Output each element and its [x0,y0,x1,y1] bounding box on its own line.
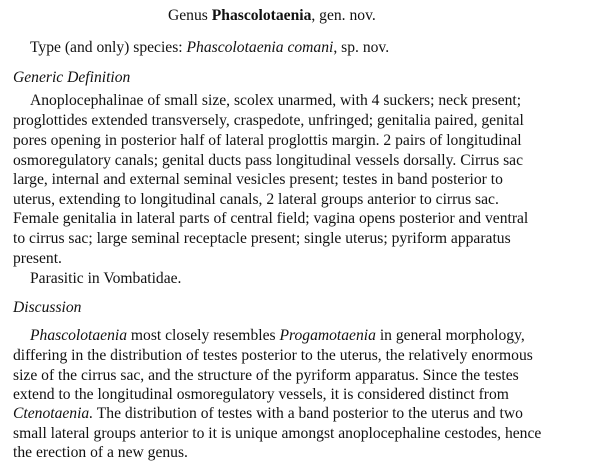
discussion-line: the erection of a new genus. [13,444,188,461]
discussion-line [30,327,525,345]
definition-line: present. [13,250,62,267]
discussion-text: in general morphology, [375,327,525,344]
discussion-text: most closely resembles [127,327,280,344]
definition-line: pores opening in posterior half of lateral proglottis margin. 2 pairs of longitudinal [13,132,522,149]
discussion-line: size of the cirrus sac, and the structure of the pyriform apparatus. Since the testes [13,367,519,384]
type-species-name: Phascolotaenia comani [186,39,334,56]
title-prefix: Genus [168,7,212,24]
genus-title [168,7,376,25]
genus-name: Phascolotaenia [30,327,128,344]
generic-definition-heading: Generic Definition [13,69,131,86]
discussion-heading: Discussion [13,299,82,316]
discussion-line: extend to the longitudinal osmoregulatory vessels, it is considered distinct from [13,386,509,403]
definition-line: Anoplocephalinae of small size, scolex unarmed, with 4 suckers; neck present; [30,92,522,109]
type-species [30,39,389,57]
definition-line: proglottides extended transversely, craspedote, unfringed; genitalia paired, genital [13,112,524,129]
type-species-prefix: Type (and only) species: [30,39,187,56]
discussion-text: The distribution of testes with a band posterior to the uterus and two [93,405,523,422]
discussion-line [13,405,523,423]
definition-line: uterus, extending to longitudinal canals, 2 lateral groups anterior to cirrus sac. [13,191,499,208]
definition-line: osmoregulatory canals; genital ducts pass longitudinal vessels dorsally. Cirrus sac [13,152,524,169]
discussion-line: small lateral groups anterior to it is unique amongst anoplocephaline cestodes, hence [13,425,542,442]
discussion-line: differing in the distribution of testes posterior to the uterus, the relatively enormous [13,347,533,364]
compared-genus-name: Progamotaenia [279,327,376,344]
title-suffix: , gen. nov. [311,7,376,24]
definition-line: Female genitalia in lateral parts of central field; vagina opens posterior and ventral [13,210,529,227]
definition-line: large, internal and external seminal vesicles present; testes in band posterior to [13,171,503,188]
definition-line: to cirrus sac; large seminal receptacle present; single uterus; pyriform apparatus [13,230,511,247]
title-genus: Phascolotaenia [211,7,312,24]
type-species-suffix: , sp. nov. [333,39,390,56]
genus-name: Ctenotaenia. [13,405,94,422]
host-line: Parasitic in Vombatidae. [30,270,182,287]
